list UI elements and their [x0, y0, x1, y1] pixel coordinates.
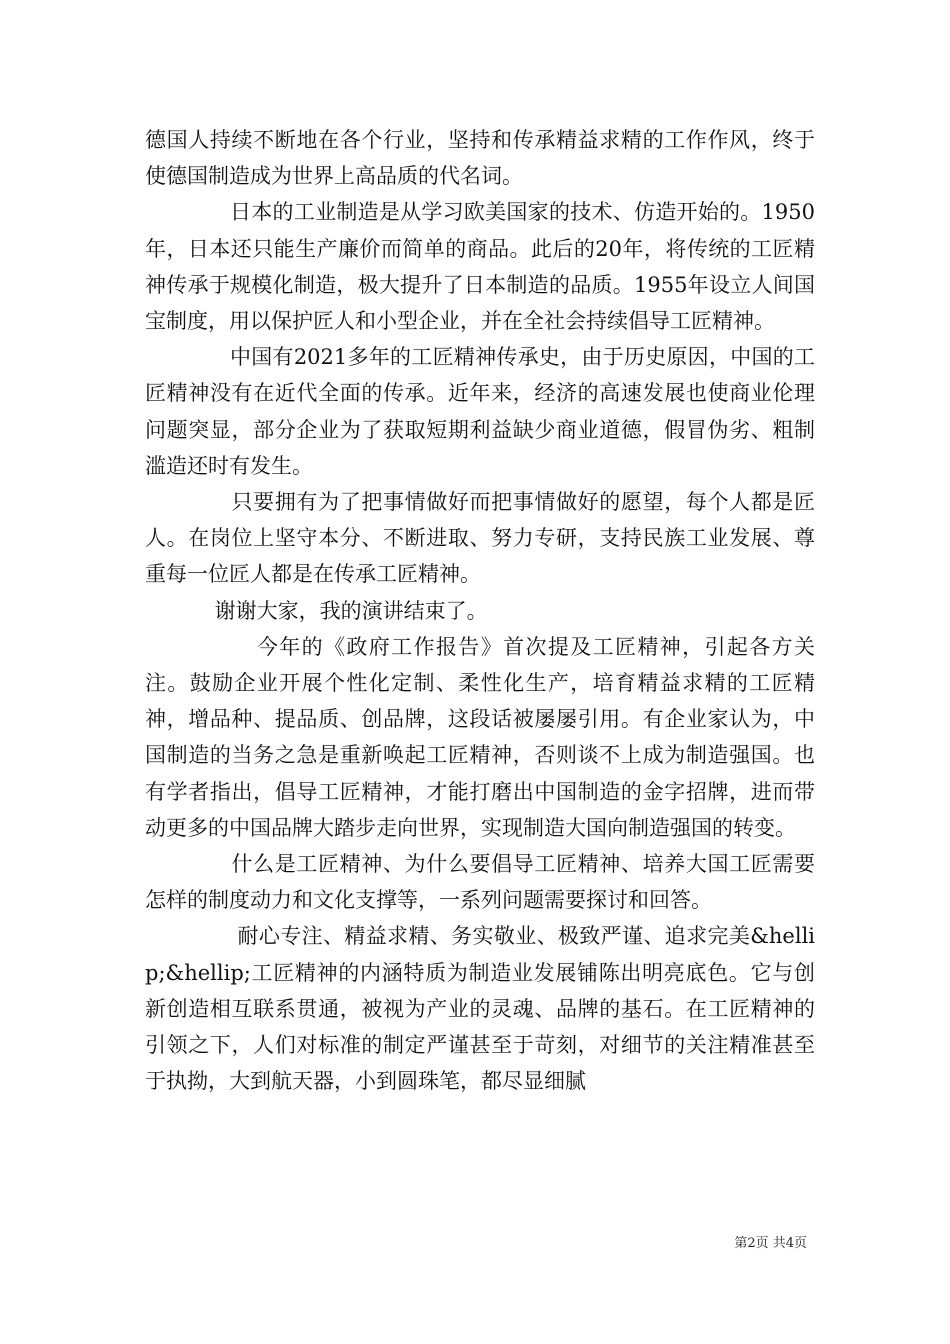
paragraph-7: 什么是工匠精神、为什么要倡导工匠精神、培养大国工匠需要怎样的制度动力和文化支撑等，一系列问题需要探讨和回答。	[145, 852, 815, 913]
page-number-footer: 第2页 共4页	[734, 1236, 807, 1251]
paragraph-8: 耐心专注、精益求精、务实敬业、极致严谨、追求完美&hellip;&hellip;工匠精神的内涵特质为制造业发展铺陈出明亮底色。它与创新创造相互联系贯通，被视为产业的灵魂、品牌的基石。在工匠精神的引领之下，人们对标准的制定严谨甚至于苛刻，对细节的关注精准甚至于执拗，大到航天器，小到圆珠笔，都尽显细腻	[145, 924, 815, 1094]
paragraph-1: 德国人持续不断地在各个行业，坚持和传承精益求精的工作作风，终于使德国制造成为世界上高品质的代名词。	[145, 128, 815, 189]
document-body	[145, 122, 815, 1099]
paragraph-2: 日本的工业制造是从学习欧美国家的技术、仿造开始的。1950年，日本还只能生产廉价而简单的商品。此后的20年，将传统的工匠精神传承于规模化制造，极大提升了日本制造的品质。1955年设立人间国宝制度，用以保护匠人和小型企业，并在全社会持续倡导工匠精神。	[145, 200, 815, 334]
paragraph-5: 谢谢大家，我的演讲结束了。	[145, 598, 488, 623]
paragraph-6: 今年的《政府工作报告》首次提及工匠精神，引起各方关注。鼓励企业开展个性化定制、柔性化生产，培育精益求精的工匠精神，增品种、提品质、创品牌，这段话被屡屡引用。有企业家认为，中国制造的当务之急是重新唤起工匠精神，否则谈不上成为制造强国。也有学者指出，倡导工匠精神，才能打磨出中国制造的金字招牌，进而带动更多的中国品牌大踏步走向世界，实现制造大国向制造强国的转变。	[145, 634, 815, 840]
paragraph-4: 只要拥有为了把事情做好而把事情做好的愿望，每个人都是匠人。在岗位上坚守本分、不断进取、努力专研，支持民族工业发展、尊重每一位匠人都是在传承工匠精神。	[145, 490, 815, 587]
paragraph-3: 中国有2021多年的工匠精神传承史，由于历史原因，中国的工匠精神没有在近代全面的传承。近年来，经济的高速发展也使商业伦理问题突显，部分企业为了获取短期利益缺少商业道德，假冒伪劣、粗制滥造还时有发生。	[145, 345, 815, 478]
